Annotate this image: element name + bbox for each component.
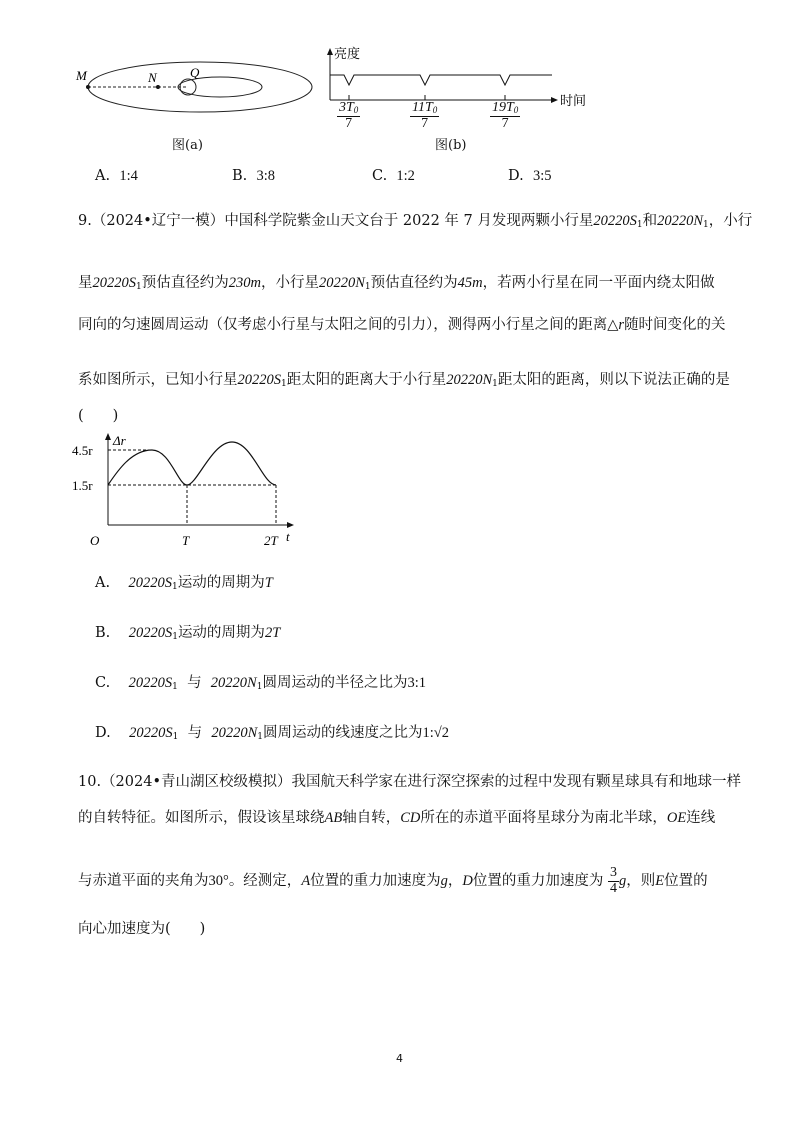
q10-fraction: $\frac{3}{4}$ [610, 865, 618, 896]
q10-line-4: 向心加速度为( ) [78, 921, 206, 937]
q9-line-2: 星$20220S_1$预估直径约为230m，小行星$20220N_1$预估直径约为45m，若两小行星在同一平面内绕太阳做 [78, 275, 715, 292]
time-label: 时间 [560, 93, 587, 108]
graph-x-T: T [182, 533, 190, 548]
q10-line-2: 的自转特征。如图所示，假设该星球绕AB轴自转，CD所在的赤道平面将星球分为南北半球，OE连线 [78, 810, 716, 826]
q10-line-3: 与赤道平面的夹角为30°。经测定，A位置的重力加速度为g，D位置的重力加速度为 $\frac{3}{4}$ g，则E位置的 [78, 865, 708, 896]
graph-x-arrow [287, 522, 294, 528]
delta-r-curve [108, 442, 276, 485]
tick-label-3: $\frac{19T_0}{7}$ [492, 100, 519, 131]
figure-b [320, 40, 595, 135]
graph-x-2T: 2T [264, 533, 278, 548]
q9-option-d[interactable]: D. $20220S_1$ 与 $20220N_1$圆周运动的线速度之比为1:√2 [95, 725, 449, 742]
x-arrow [551, 97, 558, 103]
q9-option-c[interactable]: C. $20220S_1$ 与 $20220N_1$圆周运动的半径之比为3:1 [95, 675, 426, 692]
q9-line-3: 同向的匀速圆周运动（仅考虑小行星与太阳之间的引力），测得两小行星之间的距离△r随时间变化的关 [78, 317, 726, 333]
outer-orbit [88, 62, 312, 112]
q10-line-1: 10.（2024•青山湖区校级模拟）我国航天科学家在进行深空探索的过程中发现有颗星球具有和地球一样 [78, 774, 742, 790]
q9-answer-paren: ( ) [78, 408, 119, 424]
q9-line-4: 系如图所示，已知小行星$20220S_1$距太阳的距离大于小行星$20220N_1$距太阳的距离，则以下说法正确的是 [78, 372, 730, 389]
fig-b-caption: 图(b) [435, 138, 467, 153]
y-arrow [327, 48, 333, 55]
fig-a-caption: 图(a) [172, 138, 203, 153]
graph-x-label: t [286, 529, 290, 544]
label-n: N [148, 70, 157, 85]
brightness-curve [330, 75, 552, 85]
inner-orbit [178, 77, 262, 97]
graph-y-high: 4.5r [72, 443, 93, 458]
figure-a [70, 55, 320, 115]
graph-y-arrow [105, 433, 111, 440]
graph-y-label: Δr [113, 433, 126, 448]
q8-option-d[interactable]: D. 3:5 [508, 168, 552, 184]
q9-option-a[interactable]: A. $20220S_1$运动的周期为T [95, 575, 273, 592]
label-m: M [76, 68, 87, 83]
label-q: Q [190, 65, 200, 80]
tick-label-2: $\frac{11T_0}{7}$ [412, 100, 438, 131]
tick-label-1: $\frac{3T_0}{7}$ [339, 100, 359, 131]
brightness-label: 亮度 [334, 46, 361, 61]
q8-option-a[interactable]: A. 1:4 [95, 168, 138, 184]
page-number: 4 [396, 1052, 403, 1065]
q9-line-1: 9.（2024•辽宁一模）中国科学院紫金山天文台于 2022 年 7 月发现两颗小行星$20220S_1$和$20220N_1$，小行 [78, 213, 753, 230]
graph-origin: O [90, 533, 100, 548]
q9-graph [70, 425, 310, 550]
q8-option-b[interactable]: B. 3:8 [232, 168, 276, 184]
q8-option-c[interactable]: C. 1:2 [372, 168, 415, 184]
graph-y-low: 1.5r [72, 478, 93, 493]
q9-option-b[interactable]: B. $20220S_1$运动的周期为2T [95, 625, 281, 642]
